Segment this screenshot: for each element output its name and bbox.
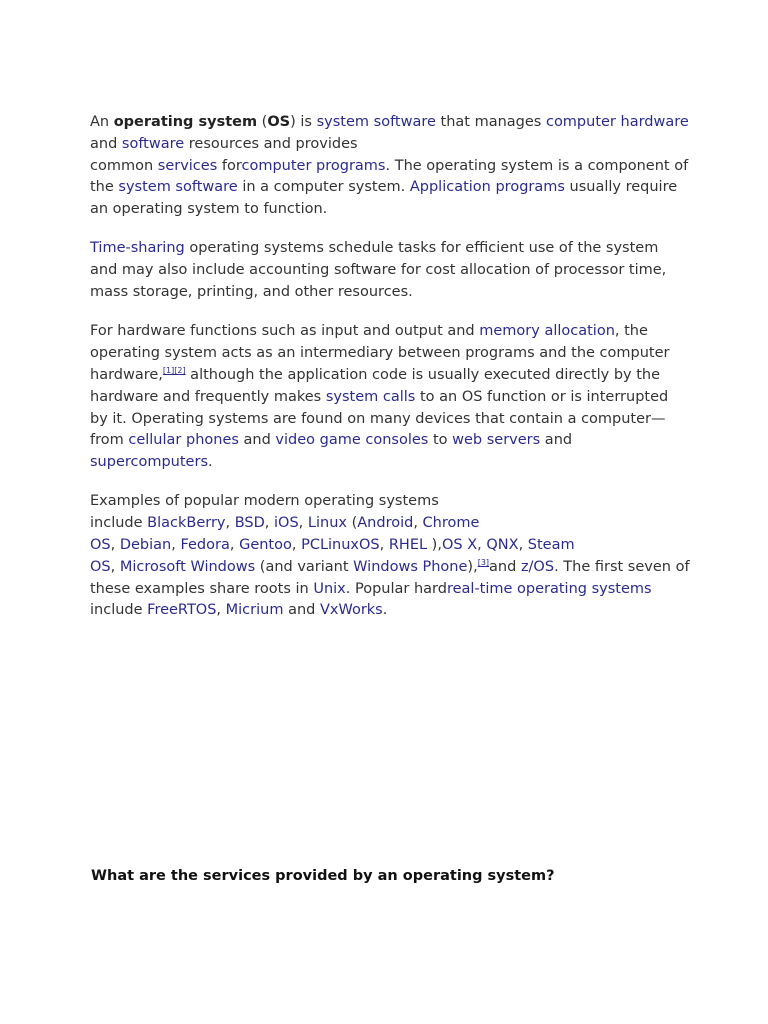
paragraph-text: include [90, 602, 148, 619]
article-link[interactable]: system software [316, 114, 436, 130]
paragraph-text: An [90, 114, 114, 130]
bold-term: OS [267, 114, 291, 130]
paragraph-text: and [283, 602, 320, 619]
paragraph-text: for [217, 157, 242, 174]
citation-reference-link[interactable]: [1][2] [162, 365, 186, 375]
article-link[interactable]: system calls [325, 388, 416, 405]
paragraph-examples [90, 491, 690, 622]
paragraph-text: , the operating system acts as an intermediary between programs and the computer hardware, [90, 323, 670, 383]
article-link[interactable]: cellular phones [128, 432, 239, 449]
paragraph-text: ), [427, 537, 442, 554]
article-link[interactable]: video game consoles [275, 432, 429, 449]
paragraph-text: Examples of popular modern operating systems [90, 493, 439, 510]
paragraph-text: that manages [435, 114, 546, 130]
paragraph-text: usually require an operating system to function. [90, 179, 678, 218]
paragraph-text: , [216, 602, 226, 619]
paragraph-text: and [90, 135, 122, 152]
paragraph-text: ( [346, 515, 358, 532]
article-link[interactable]: Microsoft Windows [119, 558, 256, 575]
article-link[interactable]: iOS [274, 515, 299, 532]
article-link[interactable]: web servers [452, 432, 541, 449]
paragraph-text: , [298, 515, 308, 532]
paragraph-text: . Popular hard [345, 580, 447, 597]
paragraph-text: to an OS function or is interrupted by it. Operating systems are found on many devices that contain a computer—from [90, 388, 669, 449]
paragraph-text: , [229, 537, 240, 554]
article-link[interactable]: Windows Phone [353, 558, 468, 575]
paragraph-text: operating systems schedule tasks for efficient use of the system and may also include accounting software for cost allocation of processor time, mass storage, printing, and other resources. [90, 240, 667, 301]
paragraph-text: (and variant [255, 558, 354, 575]
paragraph-text: and [238, 432, 276, 449]
paragraph-text: , [413, 515, 423, 532]
article-link[interactable]: RHEL [388, 537, 428, 554]
paragraph-text: . The operating system is a component of the [90, 157, 689, 196]
paragraph-text: , [225, 515, 235, 532]
paragraph-text: common [90, 157, 158, 174]
article-link[interactable]: Fedora [180, 537, 230, 554]
paragraph-text: For hardware functions such as input and output and [90, 323, 480, 340]
article-link[interactable]: z/OS [520, 558, 555, 575]
citation-reference-link[interactable]: [3] [477, 557, 490, 567]
article-link[interactable]: Chrome [422, 515, 480, 532]
article-link[interactable]: FreeRTOS [147, 602, 217, 619]
article-link[interactable]: Unix [313, 580, 346, 597]
article-link[interactable]: VxWorks [319, 602, 383, 619]
article-link[interactable]: real-time operating systems [446, 580, 652, 597]
paragraph-text: and [489, 558, 521, 575]
article-link[interactable]: software [121, 135, 185, 152]
paragraph-text: to [428, 432, 453, 449]
article-link[interactable]: Steam [527, 537, 575, 554]
section-question-heading: What are the services provided by an operating system? [91, 868, 555, 884]
paragraph-text: , [110, 558, 120, 575]
paragraph-time-sharing [90, 238, 690, 303]
paragraph-os-definition [90, 112, 690, 221]
paragraph-text: . [208, 454, 213, 471]
paragraph-text: . [382, 602, 388, 619]
article-link[interactable]: computer hardware [545, 114, 689, 130]
paragraph-text: ( [257, 114, 268, 130]
article-link[interactable]: services [157, 157, 218, 174]
article-link[interactable]: Linux [307, 515, 347, 532]
paragraph-text: , [477, 537, 487, 554]
paragraph-text: include [90, 515, 148, 532]
article-link[interactable]: Gentoo [239, 537, 292, 554]
paragraph-text: , [518, 537, 528, 554]
article-link[interactable]: computer programs [241, 157, 386, 174]
paragraph-text: ), [467, 558, 478, 575]
paragraph-text: , [264, 515, 275, 532]
article-link[interactable]: OS [90, 537, 111, 554]
paragraph-text: in a computer system. [237, 179, 410, 196]
article-body [90, 112, 690, 640]
article-link[interactable]: Application programs [409, 179, 565, 196]
article-link[interactable]: OS X [441, 537, 478, 554]
paragraph-text: resources and provides [184, 135, 358, 152]
paragraph-text: , [291, 537, 302, 554]
article-link[interactable]: Android [357, 515, 414, 532]
article-link[interactable]: memory allocation [479, 323, 615, 340]
paragraph-text: although the application code is usually executed directly by the hardware and frequently makes [90, 366, 661, 405]
paragraph-text: , [379, 537, 389, 554]
article-link[interactable]: system software [118, 179, 238, 196]
article-link[interactable]: OS [90, 558, 111, 575]
article-link[interactable]: BSD [234, 515, 265, 532]
paragraph-text: , [110, 537, 120, 554]
paragraph-text: ) is [290, 114, 317, 130]
paragraph-hardware-functions [90, 321, 690, 474]
article-link[interactable]: Time-sharing [90, 240, 185, 257]
paragraph-text: , [171, 537, 181, 554]
article-link[interactable]: PCLinuxOS [301, 537, 380, 554]
bold-term: operating system [113, 114, 258, 130]
paragraph-text: and [540, 432, 573, 449]
article-link[interactable]: supercomputers [90, 454, 208, 471]
article-link[interactable]: Micrium [225, 602, 284, 619]
article-link[interactable]: Debian [119, 537, 172, 554]
article-link[interactable]: QNX [486, 537, 519, 554]
article-link[interactable]: BlackBerry [147, 515, 226, 532]
paragraph-text: . The first seven of these examples share roots in [90, 558, 690, 597]
